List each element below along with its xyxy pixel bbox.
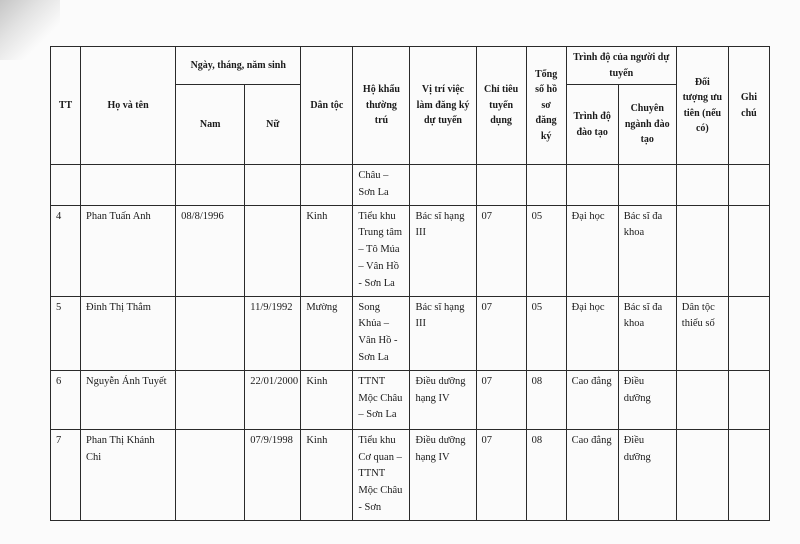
cell-major: Bác sĩ đa khoa [618, 205, 676, 296]
table-row [51, 205, 770, 296]
cell-quota: 07 [476, 370, 526, 429]
header-quota: Chỉ tiêu tuyển dụng [476, 47, 526, 165]
cell-name: Phan Thị Khánh Chi [81, 429, 176, 520]
cell-major [618, 165, 676, 206]
cell-female: 11/9/1992 [245, 296, 301, 370]
cell-ethnicity: Kinh [301, 429, 353, 520]
table-row [51, 370, 770, 429]
table-row [51, 429, 770, 520]
cell-residence: Châu – Sơn La [353, 165, 410, 206]
cell-applications: 08 [526, 429, 566, 520]
header-note: Ghi chú [728, 47, 769, 165]
header-female: Nữ [245, 85, 301, 165]
cell-residence: Tiểu khu Trung tâm – Tô Múa – Vân Hồ - Sơn La [353, 205, 410, 296]
cell-ethnicity: Kinh [301, 370, 353, 429]
cell-residence: Song Khủa – Vân Hồ - Sơn La [353, 296, 410, 370]
candidate-table [50, 46, 770, 521]
cell-applications: 05 [526, 296, 566, 370]
cell-note [728, 370, 769, 429]
cell-male: 08/8/1996 [176, 205, 245, 296]
cell-note [728, 296, 769, 370]
table-row [51, 296, 770, 370]
header-residence: Hộ khẩu thường trú [353, 47, 410, 165]
header-major: Chuyên ngành đào tạo [618, 85, 676, 165]
cell-position: Bác sĩ hạng III [410, 296, 476, 370]
cell-level: Cao đẳng [566, 370, 618, 429]
cell-priority [676, 165, 728, 206]
header-priority: Đối tượng ưu tiên (nếu có) [676, 47, 728, 165]
cell-tt: 4 [51, 205, 81, 296]
cell-priority [676, 205, 728, 296]
header-ethnicity: Dân tộc [301, 47, 353, 165]
cell-tt: 5 [51, 296, 81, 370]
cell-applications: 08 [526, 370, 566, 429]
cell-name: Phan Tuấn Anh [81, 205, 176, 296]
cell-male [176, 165, 245, 206]
cell-female: 22/01/2000 [245, 370, 301, 429]
cell-tt: 6 [51, 370, 81, 429]
header-tt: TT [51, 47, 81, 165]
cell-position: Điều dưỡng hạng IV [410, 429, 476, 520]
cell-male [176, 296, 245, 370]
header-level: Trình độ đào tạo [566, 85, 618, 165]
cell-position: Bác sĩ hạng III [410, 205, 476, 296]
cell-quota [476, 165, 526, 206]
cell-major: Điều dưỡng [618, 370, 676, 429]
cell-quota: 07 [476, 429, 526, 520]
cell-name: Đinh Thị Thắm [81, 296, 176, 370]
header-qualification-group: Trình độ của người dự tuyển [566, 47, 676, 85]
cell-tt [51, 165, 81, 206]
header-male: Nam [176, 85, 245, 165]
cell-tt: 7 [51, 429, 81, 520]
header-name: Họ và tên [81, 47, 176, 165]
cell-level: Cao đẳng [566, 429, 618, 520]
cell-female: 07/9/1998 [245, 429, 301, 520]
header-dob-group: Ngày, tháng, năm sinh [176, 47, 301, 85]
cell-level: Đại học [566, 296, 618, 370]
cell-position [410, 165, 476, 206]
cell-female [245, 165, 301, 206]
cell-residence: Tiểu khu Cơ quan – TTNT Mộc Châu - Sơn [353, 429, 410, 520]
cell-position: Điều dưỡng hạng IV [410, 370, 476, 429]
cell-ethnicity [301, 165, 353, 206]
cell-note [728, 165, 769, 206]
cell-quota: 07 [476, 205, 526, 296]
cell-priority [676, 429, 728, 520]
cell-applications [526, 165, 566, 206]
cell-note [728, 429, 769, 520]
cell-residence: TTNT Mộc Châu – Sơn La [353, 370, 410, 429]
cell-level: Đại học [566, 205, 618, 296]
cell-quota: 07 [476, 296, 526, 370]
header-position: Vị trí việc làm đăng ký dự tuyển [410, 47, 476, 165]
cell-name: Nguyễn Ánh Tuyết [81, 370, 176, 429]
cell-male [176, 370, 245, 429]
header-applications: Tổng số hồ sơ đăng ký [526, 47, 566, 165]
cell-ethnicity: Mường [301, 296, 353, 370]
cell-male [176, 429, 245, 520]
cell-ethnicity: Kinh [301, 205, 353, 296]
table-row-continuation [51, 165, 770, 206]
cell-priority [676, 370, 728, 429]
cell-major: Bác sĩ đa khoa [618, 296, 676, 370]
cell-name [81, 165, 176, 206]
cell-major: Điều dưỡng [618, 429, 676, 520]
cell-note [728, 205, 769, 296]
cell-priority: Dân tộc thiểu số [676, 296, 728, 370]
cell-applications: 05 [526, 205, 566, 296]
cell-level [566, 165, 618, 206]
cell-female [245, 205, 301, 296]
